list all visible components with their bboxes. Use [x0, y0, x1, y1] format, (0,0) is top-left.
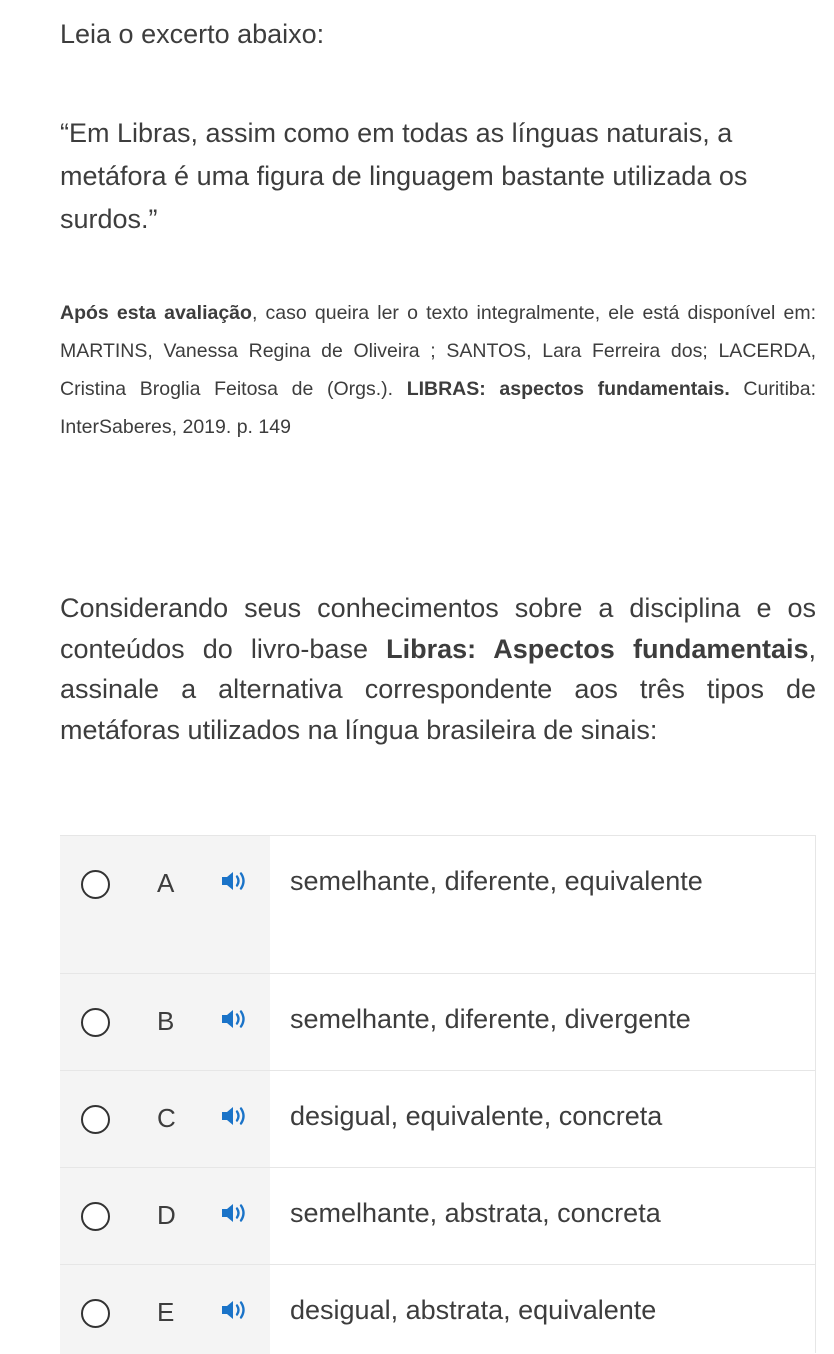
- answer-options: [60, 835, 816, 1353]
- option-a-controls: [60, 836, 270, 973]
- option-b-letter: B: [157, 1006, 175, 1036]
- option-d-text[interactable]: semelhante, abstrata, concreta: [290, 1198, 661, 1228]
- speaker-icon[interactable]: [220, 1006, 248, 1032]
- option-d-radio[interactable]: [81, 1202, 110, 1231]
- option-d[interactable]: [60, 1168, 815, 1265]
- source-bold-intro: Após esta avaliação: [60, 302, 252, 324]
- excerpt-lead: Leia o excerto abaixo:: [60, 19, 325, 49]
- source-text-2: Curitiba: InterSaberes, 2019. p. 149: [60, 378, 817, 438]
- option-b[interactable]: [60, 974, 815, 1071]
- question-text-2: , assinale a alternativa correspondente aos três tipos de metáforas utilizados na língua brasileira de sinais:: [60, 633, 816, 745]
- option-e-controls: [60, 1265, 270, 1354]
- source-book-title: LIBRAS: aspectos fundamentais.: [406, 378, 730, 400]
- option-c-controls: [60, 1071, 270, 1167]
- option-b-radio[interactable]: [81, 1008, 110, 1037]
- option-e-text[interactable]: desigual, abstrata, equivalente: [290, 1295, 657, 1325]
- option-e-letter: E: [157, 1297, 175, 1327]
- option-d-controls: [60, 1168, 270, 1264]
- option-c-letter: C: [157, 1103, 176, 1133]
- source-text-1: , caso queira ler o texto integralmente, ele está disponível em: MARTINS, Vanessa Regina de Oliveira ; SANTOS, Lara Ferreira dos; LACERDA, Cristina Broglia Feitosa de (Orgs.).: [60, 302, 816, 400]
- option-c-text[interactable]: desigual, equivalente, concreta: [290, 1101, 663, 1131]
- option-b-controls: [60, 974, 270, 1070]
- option-a[interactable]: [60, 836, 815, 974]
- option-b-text[interactable]: semelhante, diferente, divergente: [290, 1004, 691, 1034]
- option-a-radio[interactable]: [81, 870, 110, 899]
- speaker-icon[interactable]: [220, 1103, 248, 1129]
- question-book-title: Libras: Aspectos fundamentais: [386, 633, 809, 664]
- speaker-icon[interactable]: [220, 1297, 248, 1323]
- option-c[interactable]: [60, 1071, 815, 1168]
- option-c-radio[interactable]: [81, 1105, 110, 1134]
- question-text-1: Considerando seus conhecimentos sobre a disciplina e os conteúdos do livro-base: [60, 593, 816, 664]
- option-a-letter: A: [157, 868, 175, 898]
- option-e-radio[interactable]: [81, 1299, 110, 1328]
- option-a-text[interactable]: semelhante, diferente, equivalente: [290, 866, 703, 896]
- question-content: [60, 0, 816, 750]
- option-d-letter: D: [157, 1200, 176, 1230]
- source-reference: [60, 294, 816, 446]
- question-prompt: [60, 588, 816, 750]
- excerpt-quote: “Em Libras, assim como em todas as línguas naturais, a metáfora é uma figura de linguagem bastante utilizada os surdos.”: [60, 118, 748, 234]
- speaker-icon[interactable]: [220, 868, 248, 894]
- speaker-icon[interactable]: [220, 1200, 248, 1226]
- option-e[interactable]: [60, 1265, 815, 1354]
